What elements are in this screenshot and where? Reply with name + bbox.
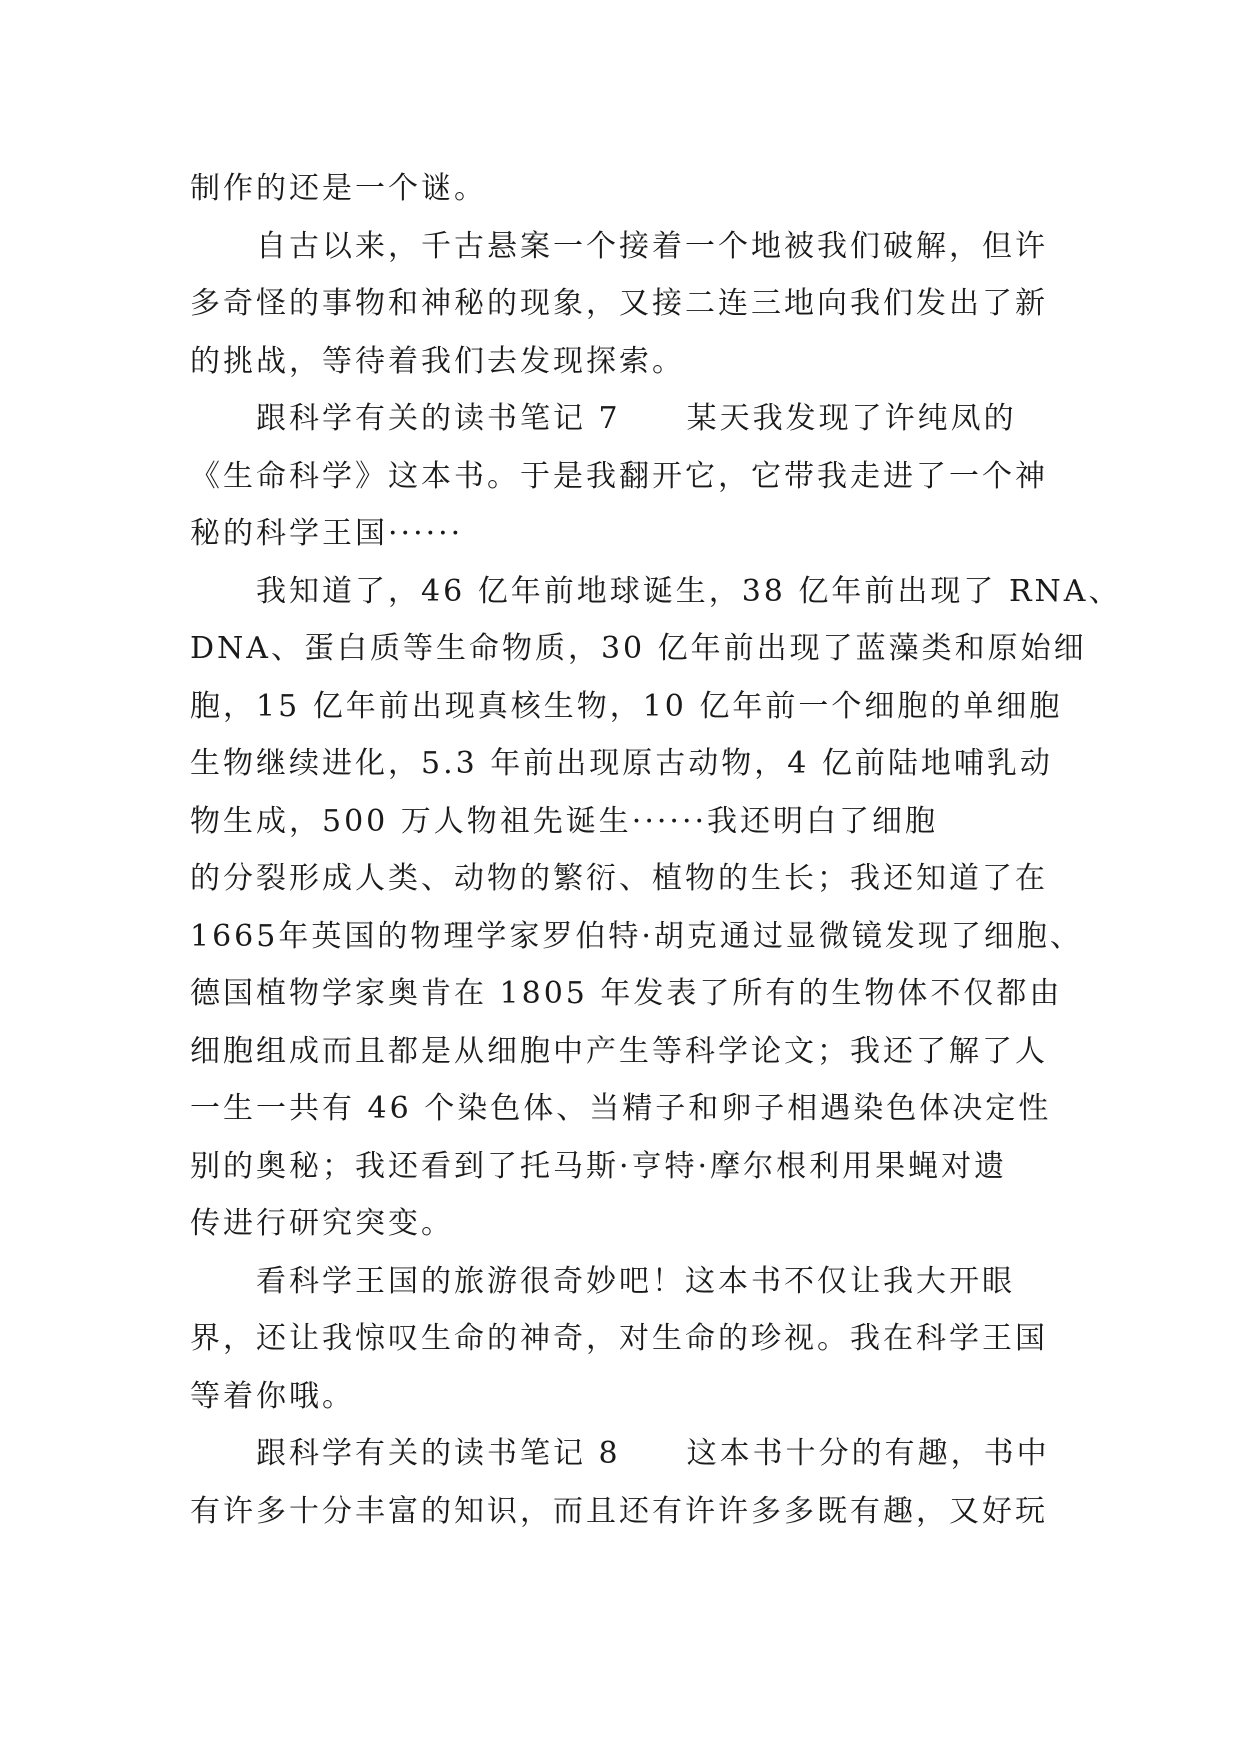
text-line: 别的奥秘；我还看到了托马斯·亨特·摩尔根利用果蝇对遗 <box>190 1148 1008 1184</box>
text-line: 秘的科学王国······ <box>190 516 464 551</box>
text-line: 物生成，500 万人物祖先诞生······我还明白了细胞 <box>190 803 939 839</box>
text-line: 德国植物学家奥肯在 1805 年发表了所有的生物体不仅都由 <box>190 976 1063 1011</box>
text-line: 等着你哦。 <box>190 1378 355 1414</box>
text-line: 界，还让我惊叹生命的神奇，对生命的珍视。我在科学王国 <box>190 1321 1048 1356</box>
text-line: 的分裂形成人类、动物的繁衍、植物的生长；我还知道了在 <box>190 861 1048 896</box>
text-line: 我知道了，46 亿年前地球诞生，38 亿年前出现了 RNA、 <box>256 573 1122 609</box>
text-line: 传进行研究突变。 <box>190 1206 454 1241</box>
text-line: 1665年英国的物理学家罗伯特·胡克通过显微镜发现了细胞、 <box>190 918 1083 954</box>
text-line: 跟科学有关的读书笔记 7 某天我发现了许纯凤的 <box>256 401 1017 436</box>
text-line: 有许多十分丰富的知识，而且还有许许多多既有趣，又好玩 <box>190 1493 1048 1529</box>
text-line: DNA、蛋白质等生命物质，30 亿年前出现了蓝藻类和原始细 <box>190 631 1087 666</box>
text-line: 看科学王国的旅游很奇妙吧！这本书不仅让我大开眼 <box>256 1263 1015 1299</box>
text-line: 制作的还是一个谜。 <box>190 171 487 206</box>
text-line: 自古以来，千古悬案一个接着一个地被我们破解，但许 <box>256 228 1048 264</box>
text-line: 生物继续进化，5.3 年前出现原古动物，4 亿前陆地哺乳动 <box>190 746 1053 781</box>
text-line: 细胞组成而且都是从细胞中产生等科学论文；我还了解了人 <box>190 1033 1048 1069</box>
text-line: 多奇怪的事物和神秘的现象，又接二连三地向我们发出了新 <box>190 286 1048 321</box>
text-line: 跟科学有关的读书笔记 8 这本书十分的有趣，书中 <box>256 1436 1050 1471</box>
text-line: 《生命科学》这本书。于是我翻开它，它带我走进了一个神 <box>190 458 1048 494</box>
text-line: 一生一共有 46 个染色体、当精子和卵子相遇染色体决定性 <box>190 1091 1052 1126</box>
text-line: 的挑战，等待着我们去发现探索。 <box>190 343 685 379</box>
body-text <box>190 160 1122 1540</box>
text-line: 胞，15 亿年前出现真核生物，10 亿年前一个细胞的单细胞 <box>190 688 1063 724</box>
